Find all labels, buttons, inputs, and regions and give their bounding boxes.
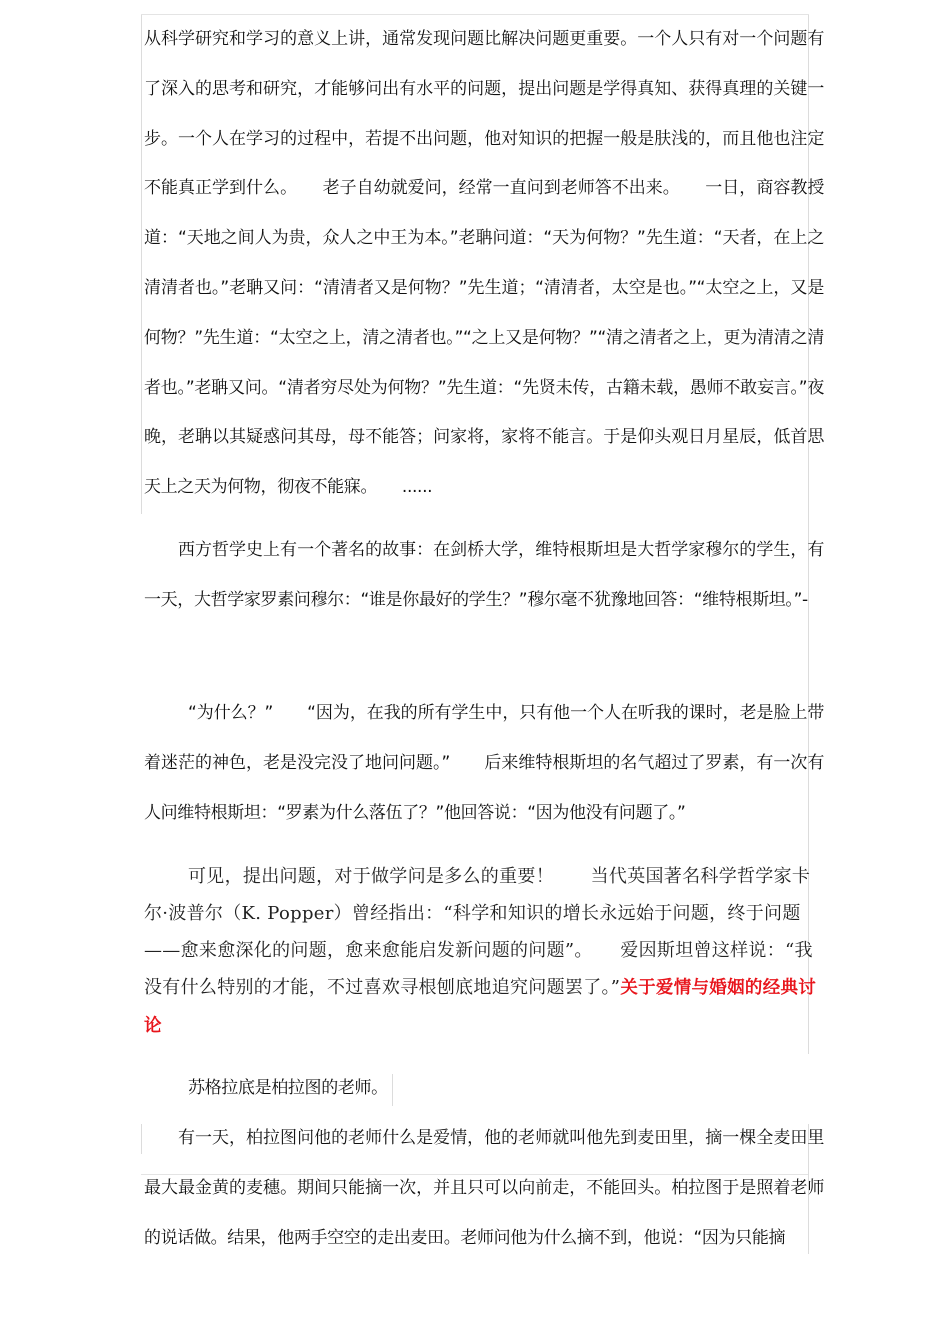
frame-line-left: [141, 14, 142, 514]
paragraph-wittgenstein-intro: 西方哲学史上有一个著名的故事：在剑桥大学，维特根斯坦是大哲学家穆尔的学生，有一天，大哲学家罗素问穆尔：“谁是你最好的学生？”穆尔毫不犹豫地回答：“维特根斯坦。”-: [144, 540, 824, 610]
section-title: 关于爱情与婚姻的经典讨论: [144, 978, 817, 1036]
paragraph-wittgenstein-answer: “为什么？” “因为，在我的所有学生中，只有他一个人在听我的课时，老是脸上带着迷茫的神色，老是没完没了地问问题。” 后来维特根斯坦的名气超过了罗素，有一次有人问维特根斯坦：“罗素为什么落伍了？”他回答说：“因为他没有问题了。”: [144, 703, 824, 823]
paragraph-socrates: 苏格拉底是柏拉图的老师。: [188, 1078, 388, 1098]
paragraph-laozi: 从科学研究和学习的意义上讲，通常发现问题比解决问题更重要。一个人只有对一个问题有了深入的思考和研究，才能够问出有水平的问题，提出问题是学得真知、获得真理的关键一步。一个人在学习的过程中，若提不出问题，他对知识的把握一般是肤浅的，而且他也注定不能真正学到什么。 老子自幼就爱问，经常一直问到老师答不出来。 一日，商容教授道：“天地之间人为贵，众人之中王为本。”老聃问道：“天为何物？”先生道：“天者，在上之清清者也。”老聃又问：“清清者又是何物？”先生道；“清清者，太空是也。”“太空之上，又是何物？”先生道：“太空之上，清之清者也。”“之上又是何物？”“清之清者之上，更为清清之清者也。”老聃又问。“清者穷尽处为何物？”先生道：“先贤未传，古籍未载，愚师不敢妄言。”夜晚，老聃以其疑惑问其母，母不能答；问家将，家将不能言。于是仰头观日月星辰，低首思天上之天为何物，彻夜不能寐。 ......: [144, 29, 824, 498]
paragraph-plato-wheat: 有一天，柏拉图问他的老师什么是爱情，他的老师就叫他先到麦田里，摘一棵全麦田里最大最金黄的麦穗。期间只能摘一次，并且只可以向前走，不能回头。柏拉图于是照着老师的说话做。结果，他两手空空的走出麦田。老师问他为什么摘不到，他说：“因为只能摘: [144, 1128, 824, 1248]
frame-line-left-lower: [141, 1124, 142, 1154]
popper-einstein-text: 可见，提出问题，对于做学问是多么的重要！ 当代英国著名科学哲学家卡尔·波普尔（K. Popper）曾经指出：“科学和知识的增长永远始于问题，终于问题——愈来愈深化的问题，愈来愈能启发新问题的问题”。 爱因斯坦曾这样说：“我没有什么特别的才能，不过喜欢寻根刨底地追究问题罢了。”: [144, 866, 813, 998]
paragraph-popper-einstein: [144, 858, 824, 1045]
